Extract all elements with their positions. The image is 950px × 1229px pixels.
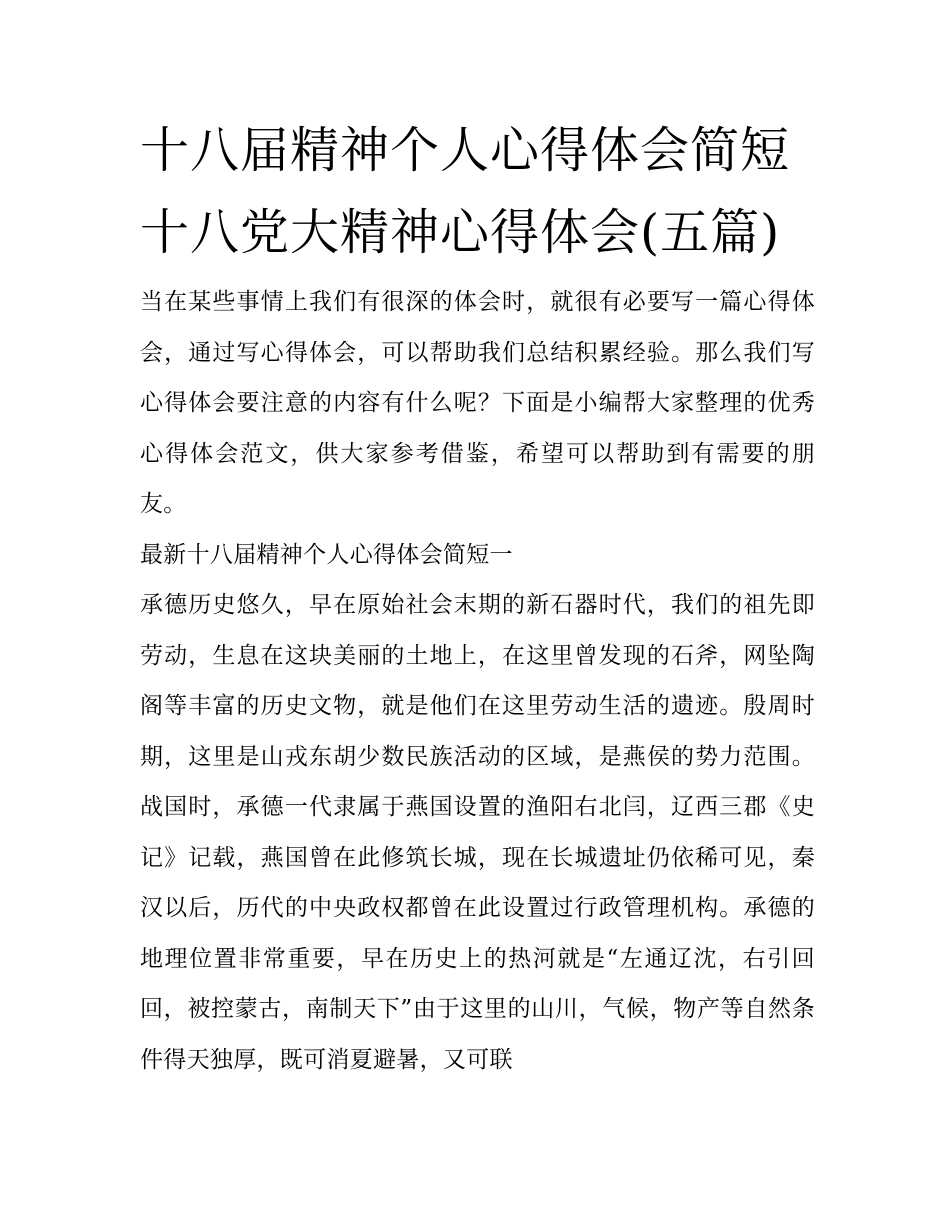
intro-paragraph: 当在某些事情上我们有很深的体会时，就很有必要写一篇心得体会，通过写心得体会，可以帮助我们总结积累经验。那么我们写心得体会要注意的内容有什么呢？下面是小编帮大家整理的优秀心得体会范文，供大家参考借鉴，希望可以帮助到有需要的朋友。	[140, 289, 815, 517]
title-line-1: 十八届精神个人心得体会简短	[140, 122, 791, 179]
section-heading: 最新十八届精神个人心得体会简短一	[140, 541, 513, 568]
document-body	[140, 277, 815, 1085]
section-paragraph: 承德历史悠久，早在原始社会末期的新石器时代，我们的祖先即劳动，生息在这块美丽的土地上，在这里曾发现的石斧，网坠陶阁等丰富的历史文物，就是他们在这里劳动生活的遗迹。殷周时期，这里是山戎东胡少数民族活动的区域，是燕侯的势力范围。战国时，承德一代隶属于燕国设置的渔阳右北闫，辽西三郡《史记》记载，燕国曾在此修筑长城，现在长城遗址仍依稀可见，秦汉以后，历代的中央政权都曾在此设置过行政管理机构。承德的地理位置非常重要，早在历史上的热河就是“左通辽沈，右引回回，被控蒙古，南制天下”由于这里的山川，气候，物产等自然条件得天独厚，既可消夏避暑，又可联	[140, 592, 815, 1073]
title-line-2: 十八党大精神心得体会(五篇)	[140, 204, 781, 261]
document-title	[140, 110, 820, 274]
